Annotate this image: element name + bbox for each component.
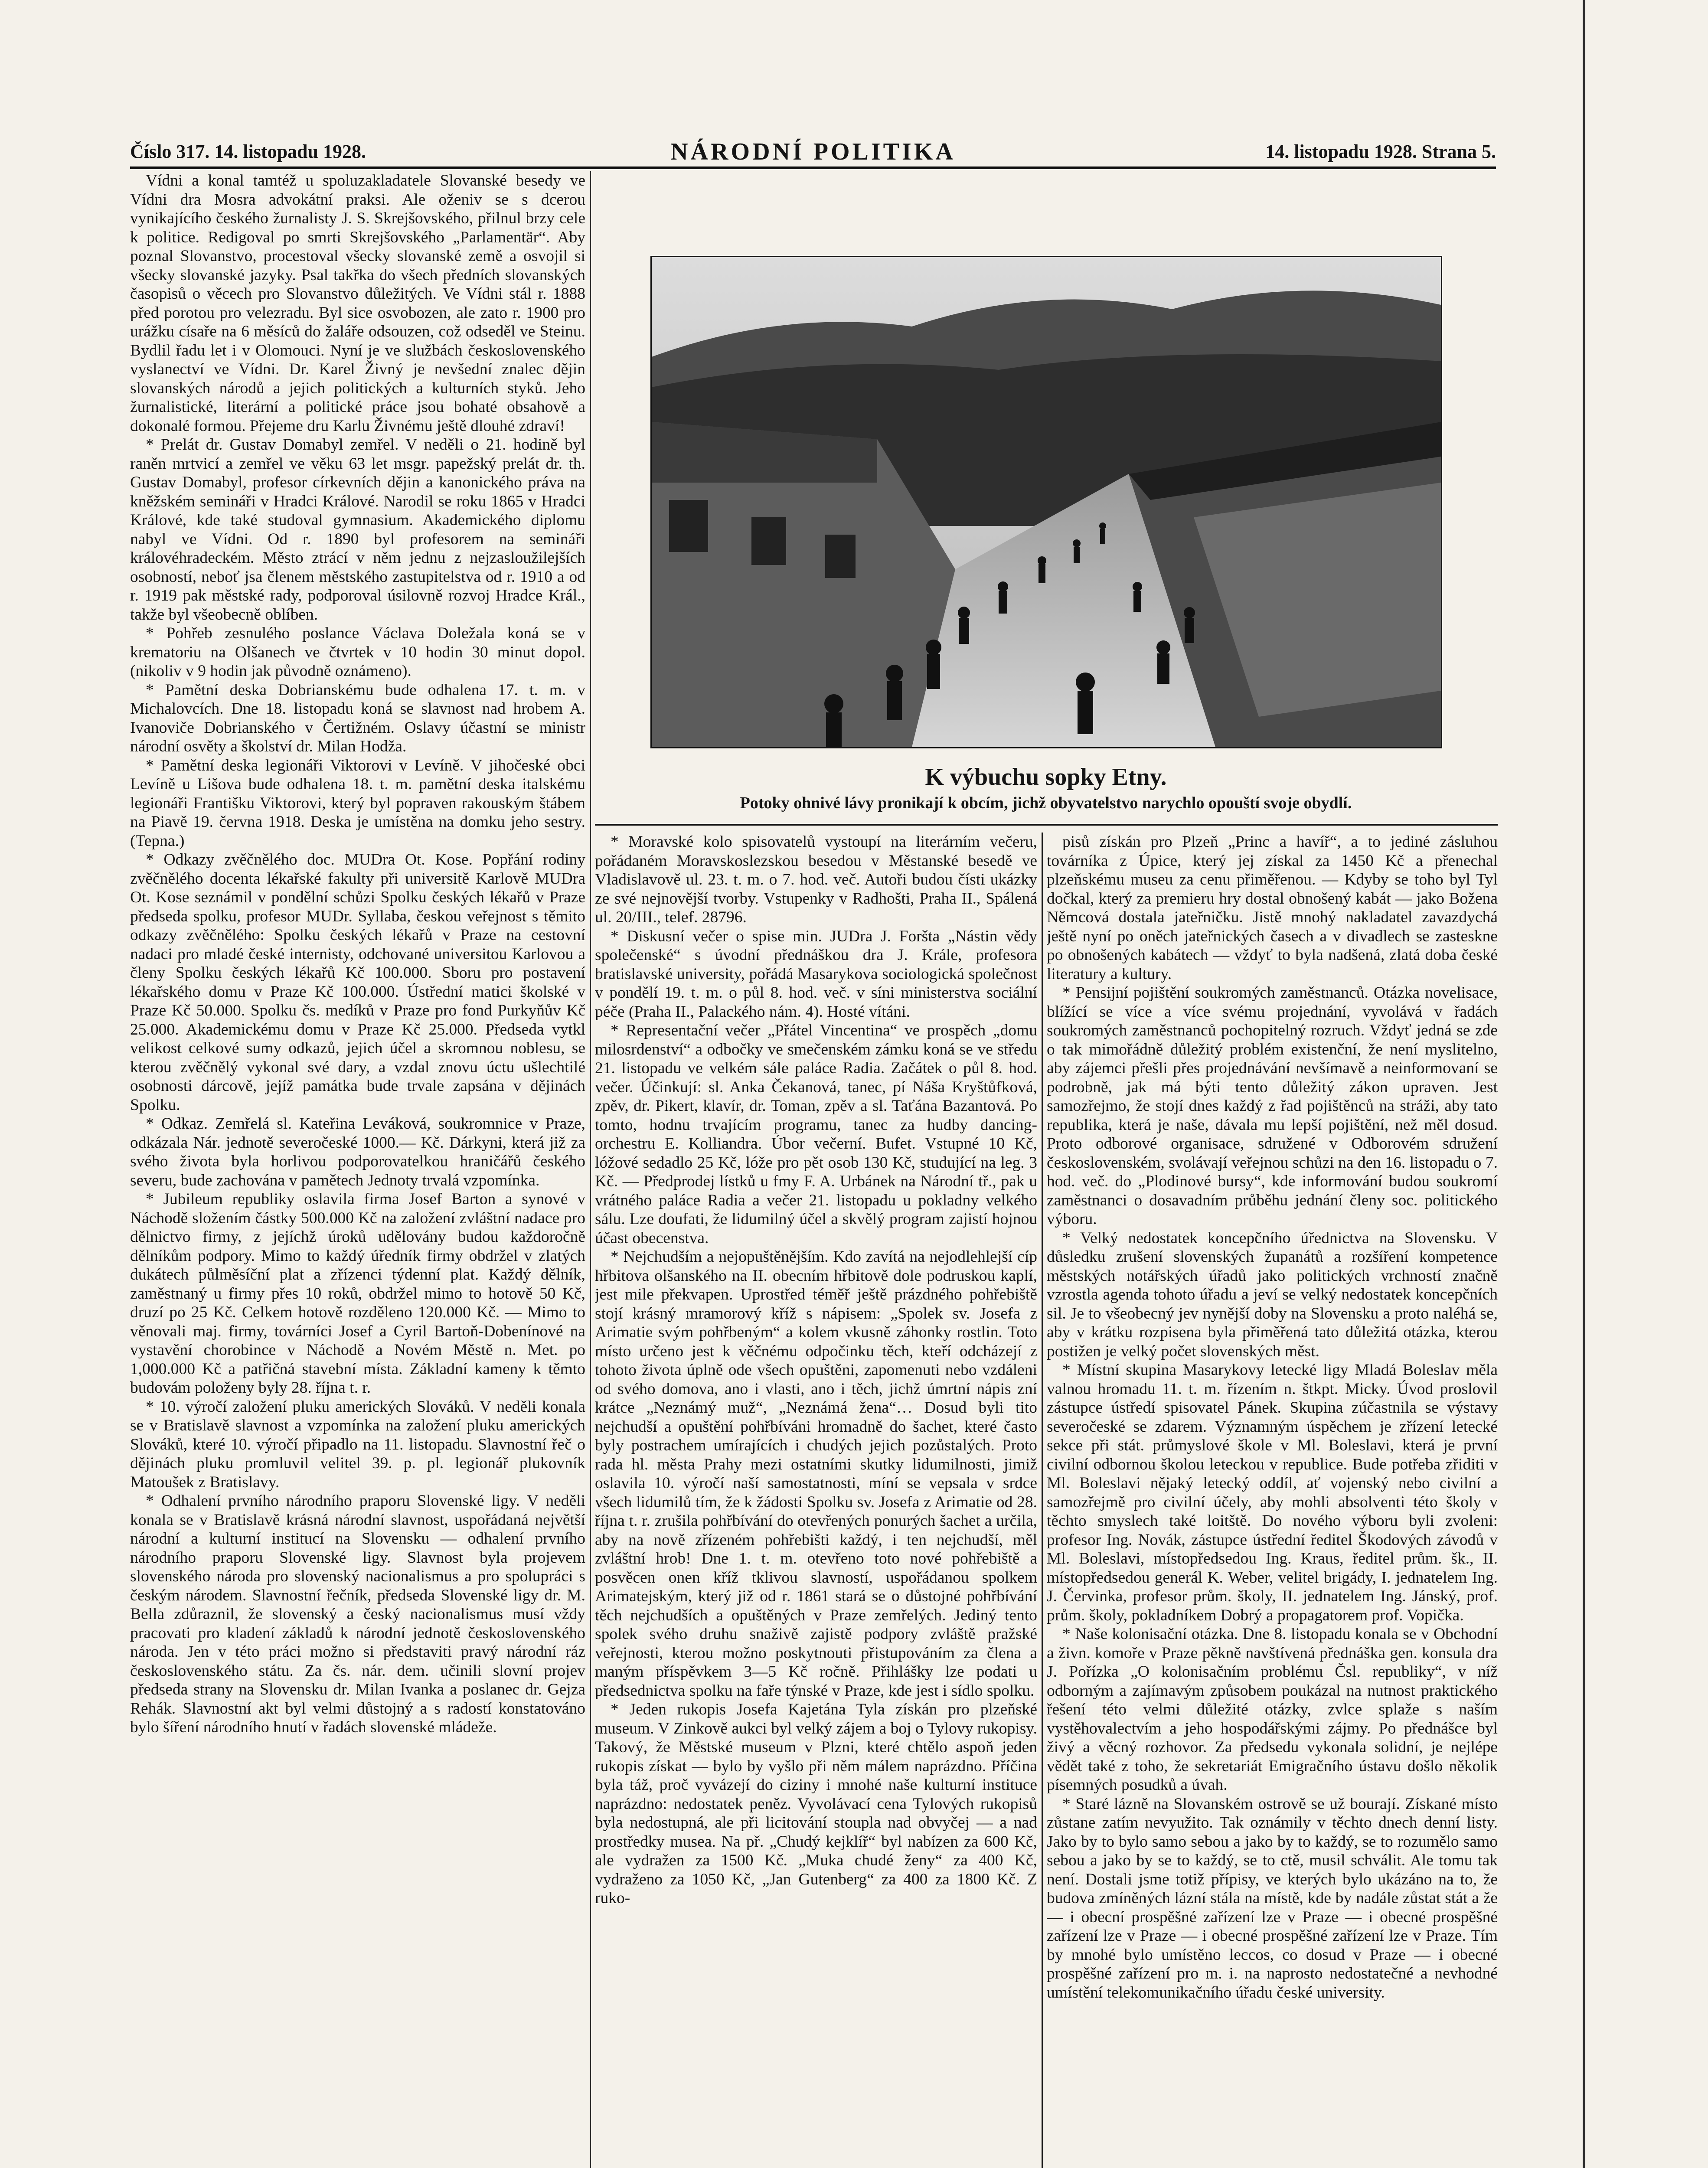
article-paragraph: * Místní skupina Masarykovy letecké ligy Mladá Boleslav měla valnou hromadu 11. t. m. řízením n. štkpt. Micky. Úvod proslovil zástupce ústředí spisovatel Pánek. Skupina zúčastnila se výstavy severočeské se zdarem. Významným úspěchem je zřízení letecké sekce při stát. průmyslové škole v Ml. Boleslavi, která je první civilní odbornou školou leteckou v republice. Bude potřeba zřiditi v Ml. Boleslavi nějaký letecký oddíl, ať vojenský nebo civilní a samozřejmě pro civilní účely, aby mohli absolventi této školy v těchto smyslech také loitště. Do nového výboru byli zvoleni: profesor Ing. Novák, zástupce ústřední ředitel Škodových závodů v Ml. Boleslavi, místopředsedou Ing. Kraus, ředitel prům. šk., II. místopředsedou generál K. Weber, velitel brigády, I. jednatelem Ing. J. Červinka, profesor prům. školy, II. jednatelem Ing. Jánský, prof. prům. školy, pokladníkem Dobrý a propagatorem prof. Vopička. bbox=[1047, 1361, 1498, 1624]
article-paragraph: * Odkaz. Zemřelá sl. Kateřina Leváková, soukromnice v Praze, odkázala Nár. jednotě severočeské 1000.— Kč. Dárkyni, která již za svého života byla horlivou podporovatelkou hraničářů českého severu, bude zachována v pamětech Jednoty trvalá vzpomínka. bbox=[130, 1115, 585, 1189]
right-column bbox=[1047, 833, 1498, 2168]
article-paragraph: * 10. výročí založení pluku amerických Slováků. V neděli konala se v Bratislavě slavnost a vzpomínka na založení pluku amerických Slováků, které 10. výročí připadlo na 11. listopadu. Slavnostní řeč o dějinách pluku promluvil velitel 39. p. pl. legionář plukovník Matoušek z Bratislavy. bbox=[130, 1397, 585, 1491]
article-paragraph: * Odkazy zvěčnělého doc. MUDra Ot. Kose. Popřání rodiny zvěčnělého docenta lékařské fakulty při universitě Karlově MUDra Ot. Kose seznámil v pondělní schůzi Spolku českých lékařů v Praze předseda spolku, profesor MUDr. Syllaba, českou veřejnost s těmito odkazy zvěčnělého: Spolku českých lékařů v Praze na cestovní nadaci pro mladé české internisty, odchované universitou Karlovou a členy Spolku českých lékařů Kč 100.000. Sboru pro postavení lékařského domu v Praze Kč 100.000. Ústřední matici školské v Praze Kč 50.000. Spolku čs. medíků v Praze pro fond Purkyňův Kč 25.000. Akademickému domu v Praze Kč 25.000. Předseda vytkl velikost celkové sumy odkazů, jejich účel a skromnou noblesu, se kterou zvěčnělý vykonal své dary, a vzdal znovu úctu ušlechtilé osobnosti dárcově, jejíž památka bude trvale zapsána v dějinách Spolku. bbox=[130, 851, 585, 1114]
article-paragraph: Vídni a konal tamtéž u spoluzakladatele Slovanské besedy ve Vídni dra Mosra advokátní praksi. Ale oženiv se s dcerou vynikajícího českého žurnalisty J. S. Skrejšovského, přilnul brzy cele k politice. Redigoval po smrti Skrejšovského „Parlamentär“. Aby poznal Slovanstvo, procestoval všecky slovanské země a osvojil si všecky slovanské jazyky. Psal takřka do všech předních slovanských časopisů o věcech pro Slovanstvo důležitých. Ve Vídni stál r. 1888 před porotou pro velezradu. Byl sice osvobozen, ale zato r. 1900 pro urážku císaře na 6 měsíců do žaláře odsouzen, což odseděl ve Steinu. Bydlil řadu let i v Olomouci. Nyní je ve službách československého vyslanectví ve Vídni. Dr. Karel Živný je nevšední znalec dějin slovanských národů a jejich politických a kulturních styků. Jeho žurnalistické, literární a politické práce jsou bohaté obsahově a dokonalé formou. Přejeme dru Karlu Živnému ještě dlouhé zdraví! bbox=[130, 172, 585, 435]
article-paragraph: * Moravské kolo spisovatelů vystoupí na literárním večeru, pořádaném Moravskoslezskou besedou v Městanské besedě ve Vladislavově ul. 23. t. m. o 7. hod. več. Autoři budou čísti ukázky ze své nejnovější tvorby. Vstupenky v Radhošti, Praha II., Spálená ul. 20/III., telef. 28796. bbox=[595, 833, 1037, 926]
photo-illustration bbox=[652, 257, 1441, 747]
article-paragraph: * Representační večer „Přátel Vincentina“ ve prospěch „domu milosrdenství“ a odbočky ve smečenském zámku koná se ve středu 21. listopadu ve velkém sále paláce Radia. Začátek o půl 8. hod. večer. Účinkují: sl. Anka Čekanová, tanec, pí Náša Kryštůfková, zpěv, dr. Pikert, klavír, dr. Toman, zpěv a sl. Taťána Bazantová. Po tomto, hodnu trvajícím programu, tanec za hudby dancing-orchestru E. Kolliandra. Úbor večerní. Bufet. Vstupné 10 Kč, lóžové sedadlo 25 Kč, lóže pro pět osob 130 Kč, studující na leg. 3 Kč. — Předprodej lístků u fmy F. A. Urbánek na Národní tř., pak u vrátného paláce Radia a večer 21. listopadu u pokladny velkého sálu. Lze doufati, že lidumilný účel a skvělý program zajistí hojnou účast obecenstva. bbox=[595, 1022, 1037, 1247]
column-divider bbox=[590, 171, 591, 2168]
article-paragraph: * Velký nedostatek koncepčního úřednictva na Slovensku. V důsledku zrušení slovenských županátů a rozšíření kompetence městských notářských úřadů jako politických vrchností značně vzrostla agenda tohoto úřadu a jeví se velký nedostatek koncepčních sil. Je to všeobecný jev nynější doby na Slovensku a proto naléhá se, aby v krátku rozpisena byla přiměřená tato důležitá otázka, kterou postižen je velký počet slovenských měst. bbox=[1047, 1229, 1498, 1360]
article-paragraph: * Pamětní deska legionáři Viktorovi v Levíně. V jihočeské obci Levíně u Lišova bude odhalena 18. t. m. pamětní deska italskému legionáři Františku Viktorovi, který byl popraven rakouským štábem na Piavě 19. června 1918. Deska je umístěna na domku jeho sestry. (Tepna.) bbox=[130, 756, 585, 850]
newspaper-title: NÁRODNÍ POLITIKA bbox=[670, 138, 956, 165]
left-column bbox=[130, 171, 585, 2168]
caption-rule bbox=[595, 824, 1498, 826]
article-paragraph: * Jubileum republiky oslavila firma Josef Barton a synové v Náchodě složením částky 500.000 Kč na založení zvláštní nadace pro dělnictvo firmy, z jejíchž úroků udělovány budou každoročně dělníkům podpory. Mimo to každý úředník firmy obdržel v zlatých dukátech půlměsíční plat a zřízenci týdenní plat. Každý dělník, zaměstnaný u firmy přes 10 roků, obdržel mimo to hotově 50 Kč, druzí po 25 Kč. Celkem hotově rozděleno 120.000 Kč. — Mimo to věnovali maj. firmy, továrníci Josef a Cyril Bartoň-Dobenínové na vystavění chorobince v Náchodě a Novém Městě n. Met. po 1,000.000 Kč a patřičná stavební místa. Základní kameny k těmto budovám položeny byly 28. října t. r. bbox=[130, 1190, 585, 1397]
middle-column bbox=[595, 833, 1037, 2168]
etna-photo bbox=[650, 256, 1442, 748]
article-paragraph: * Jeden rukopis Josefa Kajetána Tyla získán pro plzeňské museum. V Zinkově aukci byl velký zájem a boj o Tylovy rukopisy. Takový, že Městské museum v Plzni, které chtělo aspoň jeden rukopis získat — bylo by vyšlo při něm málem naprázdno. Příčina byla táž, proč vyvázejí do ciziny i mnohé naše kulturní instituce naprázdno: nedostatek peněz. Vyvolávací cena Tylových rukopisů byla nedostupná, ale při licitování stoupla nad obvyčej — a nad prostředky musea. Na př. „Chudý kejklíř“ byl nabízen za 600 Kč, ale vydražen za 1500 Kč. „Muka chudé ženy“ za 400 Kč, vydraženo za 1050 Kč, „Jan Gutenberg“ za 400 za 1800 Kč. Z ruko- bbox=[595, 1701, 1037, 1907]
photo-caption-title: K výbuchu sopky Etny. bbox=[925, 764, 1167, 790]
article-paragraph: pisů získán pro Plzeň „Princ a havíř“, a to jediné zásluhou továrníka z Úpice, který jej získal za 1450 Kč a přenechal plzeňskému museu za cenu přiměřenou. — Kdyby se toho byl Tyl dočkal, který za premieru hry dostal obnošený kabát — jako Božena Němcová dostala jateřničku. Jistě mnohý nakladatel zavazdychá ještě nyní po oněch jateřnických časech a v divadlech se zastesknе po obnošených kabátech — vždyť to byla nadšená, zlatá doba české literatury a kultury. bbox=[1047, 833, 1498, 983]
article-paragraph: * Staré lázně na Slovanském ostrově se už bourají. Získané místo zůstane zatím nevyužito. Tak oznámily v těchto dnech denní listy. Jako by to bylo samo sebou a jako by to každý, se to rozumělo samo sebou a jako by se to každý, se to ctě, musil schválit. Ale tomu tak není. Dostali jsme totiž přípisy, ve kterých bylo ukázáno na to, že budova zmíněných lázní stála na místě, kde by nadále zůstat stát a že — i obecní prospěšné zařízení lze v Praze — i obecné prospěšné zařízení lze v Praze — i obecné prospěšné zařízení lze v Praze. Tím by mnohé bylo umístěno leccos, co dosud v Praze — i obecné prospěšné zařízení pro m. i. na naprosto nedostatečné a nevhodné umístění telekomunikačního úřadu české university. bbox=[1047, 1795, 1498, 2001]
header-rule bbox=[130, 167, 1496, 169]
article-paragraph: * Nejchudším a nejopuštěnějším. Kdo zavítá na nejodlehlejší cíp hřbitova olšanského na II. obecním hřbitově dole podruskou kaplí, jest mile překvapen. Uprostřed téměř ještě prázdného pohřebiště stojí krásný mramorový kříž s nápisem: „Spolek sv. Josefa z Arimatie svým pohřbeným“ a kolem vkusně záhonky rostlin. Toto místo určeno jest k věčnému odpočinku těch, kteří odcházejí z tohoto života úplně ode všech opuštěni, zapomenuti nebo vzdáleni od svého domova, ano i vlasti, ano i těch, jichž úmrtní nápis zní krátce „Neznámý muž“, „Neznámá žena“… Dosud byli tito nejchudší a opuštění pohřbíváni hromadně do šachet, které často byly postrachem umírajících i chudých jejich pozůstalých. Proto rada hl. města Prahy mezi ostatními skutky lidumilnosti, jimiž oslavila 10. výročí naší samostatnosti, míní se vepsala v srdce všech lidumilů tím, že k žádosti Spolku sv. Josefa z Arimatie od 28. října t. r. zrušila pohřbívání do otevřených ponurých šachet a určila, aby na nově zřízeném pohřebišti každý, i ten nejchudší, měl zvláštní hrob! Dne 1. t. m. otevřeno toto nové pohřebiště a posvěcen onen kříž tklivou slavností, uspořádanou spolkem Arimatejským, který již od r. 1861 stará se o důstojné pohřbívání těch nejchudších a opuštěných v Praze zemřelých. Jediný tento spolek svého druhu snaživě zajistě podpory zvláště pražské veřejnosti, kterou možno poskytnouti přistupováním za člena a maným příspěvkem 3—5 Kč ročně. Přihlášky lze podati u předsednictva spolku na faře týnské v Praze, kde jest i sídlo spolku. bbox=[595, 1248, 1037, 1700]
scan-edge bbox=[1583, 0, 1585, 2168]
article-paragraph: * Pensijní pojištění soukromých zaměstnanců. Otázka novelisace, blížící se více a více svému projednání, vyvolává v řadách soukromých zaměstnanců pochopitelný rozruch. Vždyť jedná se zde o tak mimořádně důležitý problém existenční, že není myslitelno, aby zájemci přešli přes projednávání nevšímavě a neinformovaní se podrobně, jak má býti tento důležitý zákon upraven. Jest samozřejmo, že stojí dnes každý z řad pojištěnců na stráži, aby tato republika, která je naše, dávala mu lepší pojištění, než měl dosud. Proto odborové organisace, sdružené v Odborovém sdružení československém, svolávají veřejnou schůzi na den 16. listopadu o 7. hod. več. do „Plodinové bursy“, kde informování budou soukromí zaměstnanci o dosavadním průběhu jednání členy soc. politického výboru. bbox=[1047, 984, 1498, 1228]
article-paragraph: * Naše kolonisační otázka. Dne 8. listopadu konala se v Obchodní a živn. komoře v Praze pěkně navštívená přednáška gen. konsula dra J. Pořízka „O kolonisačním problému Čsl. republiky“, v níž odborným a zajímavým způsobem poukázal na nutnost praktického řešení této velmi důležité otázky, zvlce splaže s naším vystěhovalectvím a jeho hospodářskými zájmy. Po přednášce byl živý a věcný rozhovor. Za předsedu vykonala solidní, je nejlépe vědět také z toho, že sekretariát Emigračního ústavu došlo několik písemných posudků a úvah. bbox=[1047, 1625, 1498, 1794]
article-paragraph: * Pohřeb zesnulého poslance Václava Doležala koná se v krematoriu na Olšanech ve čtvrtek v 10 hodin 30 minut dopol. (nikoliv v 9 hodin jak původně oznámeno). bbox=[130, 624, 585, 680]
issue-number: Číslo 317. 14. listopadu 1928. bbox=[130, 141, 366, 162]
date-and-page: 14. listopadu 1928. Strana 5. bbox=[1265, 141, 1496, 162]
article-paragraph: * Pamětní deska Dobrianskému bude odhalena 17. t. m. v Michalovcích. Dne 18. listopadu koná se slavnost nad hrobem A. Ivanoviče Dobrianského v Čertižném. Oslavy účastní se ministr národní osvěty a školství dr. Milan Hodža. bbox=[130, 681, 585, 755]
photo-caption-text: Potoky ohnivé lávy pronikají k obcím, jichž obyvatelstvo narychlo opouští svoje obydlí. bbox=[740, 794, 1352, 812]
article-paragraph: * Prelát dr. Gustav Domabyl zemřel. V neděli o 21. hodině byl raněn mrtvicí a zemřel ve věku 63 let msgr. papežský prelát dr. th. Gustav Domabyl, profesor církevních dějin a kanonického práva na kněžském semináři v Hradci Králové. Narodil se roku 1865 v Hradci Králové, kde také studoval gymnasium. Akademického diplomu nabyl ve Vídni. Od r. 1890 byl profesorem na semináři královéhradeckém. Město ztrácí v něm jednu z nejzasloužilejších osobností, neboť jsa členem městského zastupitelstva od r. 1910 a od r. 1919 pak městské rady, podporoval úsilovně rozvoj Hradce Král., takže byl všeobecně oblíben. bbox=[130, 436, 585, 624]
article-paragraph: * Diskusní večer o spise min. JUDra J. Foršta „Nástin vědy společenské“ s úvodní přednáškou dra J. Krále, profesora bratislavské university, pořádá Masarykova sociologická společnost v pondělí 19. t. m. o půl 8. hod. več. v síni ministerstva sociální péče (Praha II., Palackého nám. 4). Hosté vítáni. bbox=[595, 927, 1037, 1021]
article-paragraph: * Odhalení prvního národního praporu Slovenské ligy. V neděli konala se v Bratislavě krásná národní slavnost, uspořádaná největší národní a kulturní institucí na Slovensku — odhalení prvního národního praporu Slovenské ligy. Slavnost byla projevem slovenského národa pro slovenský nacionalismus a pro spolupráci s českým národem. Slavnostní řečník, předseda Slovenské ligy dr. M. Bella zdůraznil, že slovenský a český nacionalismus musí vždy pracovati pro kladení základů k národní jednotě československého národa. Jen v této práci možno si představiti pravý národní ráz československého státu. Za čs. nár. dem. učinili slovní projev předseda strany na Slovensku dr. Milan Ivanka a poslanec dr. Gejza Rehák. Slavnostní akt byl velmi důstojný a s radostí konstatováno bylo šíření národního hnutí v řadách slovenské mládeže. bbox=[130, 1492, 585, 1736]
column-divider bbox=[1042, 833, 1043, 2168]
